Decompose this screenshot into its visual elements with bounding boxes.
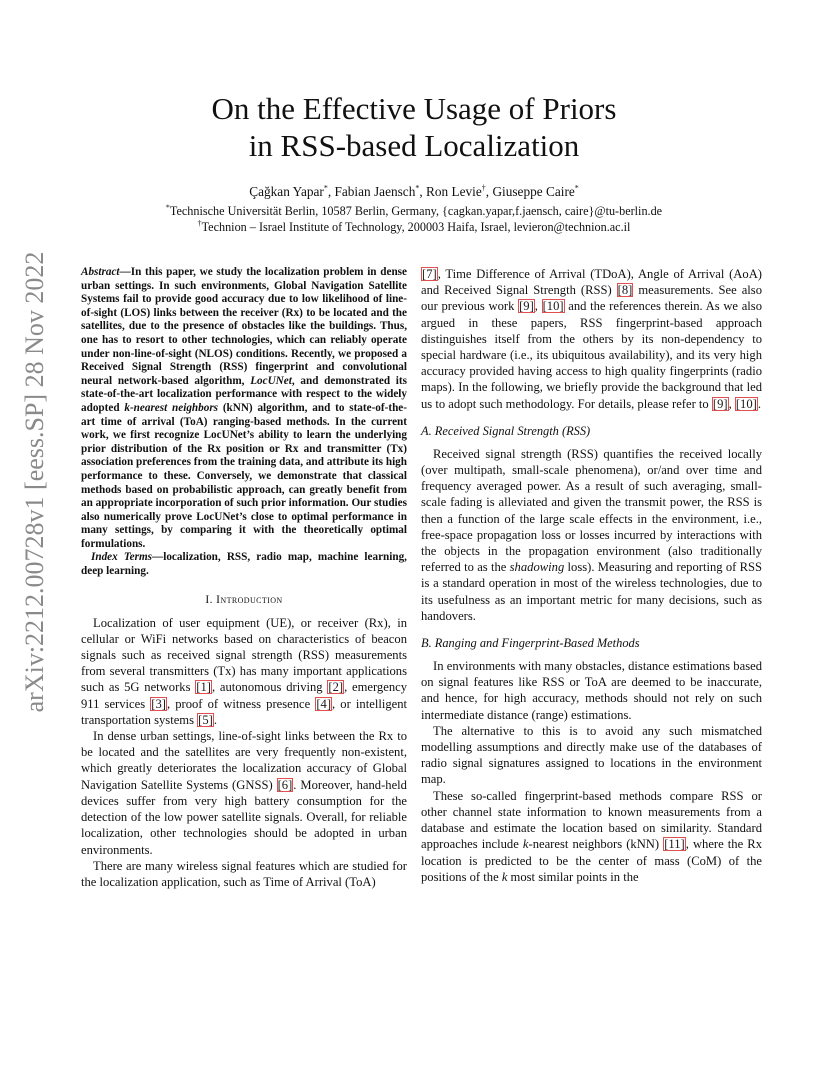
affil-mark: † (481, 183, 486, 193)
text: loss). Measuring and reporting of RSS is a standard operation in most of the wireless technologies, due to its usefulness as an important metric for many decisions, such as handovers. (421, 560, 763, 623)
abstract (81, 266, 407, 551)
text: . (213, 712, 217, 727)
ranging-paragraph-3 (421, 788, 762, 885)
abstract-text-3: (kNN) algorithm, and to state-of-the-art time of arrival (ToA) ranging-based methods. In the current work, we first recognize LocUNet’s ability to learn the underlying prior distribution of the Rx position or Rx and transmitter (Tx) association preferences from the training data, and attribute its high performance to these. Conversely, we demonstrate that classical methods based on probabilistic approach, can greatly benefit from an appropriate incorporation of such prior information. Our studies also numerically prove LocUNet’s close to optimal performance in many settings, by comparing it with the theoretically optimal formulations. (81, 401, 407, 550)
abstract-text-1: —In this paper, we study the localization problem in dense urban settings. In such environments, Global Navigation Satellite Systems fail to provide good accuracy due to low likelihood of line-of-sight (LOS) links between the receiver (Rx) to be located and the satellites, due to the presence of obstacles like the buildings. Thus, one has to resort to other technologies, which can reliably operate under non-line-of-sight (NLOS) conditions. Recently, we proposed a Received Signal Strength (RSS) fingerprint and convolutional neural network-based algorithm, (81, 266, 407, 387)
intro-paragraph-3: There are many wireless signal features which are studied for the localization application, such as Time of Arrival (ToA) (81, 858, 407, 889)
author-3: Ron Levie (426, 184, 482, 199)
citation-link[interactable]: [1] (196, 680, 211, 695)
affiliation-2-text: Technion – Israel Institute of Technology, 200003 Haifa, Israel, levieron@technion.ac.il (201, 220, 631, 234)
index-terms-text: —localization, RSS, radio map, machine learning, deep learning. (81, 551, 407, 578)
author-4: Giuseppe Caire (492, 184, 575, 199)
citation-link[interactable]: [10] (542, 299, 564, 314)
section-heading-introduction: I. Introduction (205, 593, 283, 606)
text: Localization of user equipment (UE), or receiver (Rx), in cellular or WiFi networks based on characteristics of beacon signals such as received signal strength (RSS) measurements from several transmitters (Tx) has many important applications such as 5G networks (81, 615, 407, 695)
text: , proof of witness presence (166, 696, 316, 711)
index-terms (81, 551, 407, 578)
affil-mark: * (415, 183, 420, 193)
paper-title (0, 90, 828, 164)
text: , Time Difference of Arrival (TDoA), Angle of Arrival (AoA) and Received Signal Strength (RSS) (421, 267, 762, 298)
text: . (757, 396, 761, 411)
title-line-1: On the Effective Usage of Priors (211, 91, 617, 126)
right-column (421, 266, 762, 885)
text: , (728, 396, 735, 411)
abstract-text-2: , and demonstrated its state-of-the-art localization performance with respect to the widely adopted (81, 374, 407, 414)
title-line-2: in RSS-based Localization (248, 128, 580, 163)
locunet-name: LocUNet (250, 374, 292, 387)
text: and the references therein. As we also argued in these papers, RSS fingerprint-based approach distinguishes itself from the others by its non-dependency to special hardware (i.e., its ubiquitous availability), and its very high accuracy provided having access to high quality fingerprints (radio maps). In the following, we briefly provide the background that led us to adopt such methodology. For details, please refer to (421, 299, 762, 411)
text: Received signal strength (RSS) quantifies the received locally (over multipath, small-scale phenomena), or/and over time and frequency averaged power. As a result of such averaging, small-scale fading is alleviated and given the transmit power, the RSS is then a function of the large scale effects in the environment, i.e., free-space propagation loss or losses incurred by interactions with the objects in the propagation environment (also traditionally referred to as the (421, 446, 762, 575)
k-symbol: k (522, 837, 529, 852)
text: , or intelligent transportation systems (81, 696, 407, 727)
k-symbol: k (501, 869, 508, 884)
text: most similar points in the (507, 869, 639, 884)
ranging-paragraph-1: In environments with many obstacles, distance estimations based on signal features like RSS or ToA are deemed to be inaccurate, and hence, for high accuracy, methods should not rely on such intermediate distance (range) estimations. (421, 659, 762, 722)
text: In dense urban settings, line-of-sight links between the Rx to be located and the satellites are very frequently non-existent, which greatly deteriorates the localization accuracy of Global Navigation Satellite Systems (GNSS) (81, 729, 407, 792)
affiliation-1-text: Technische Universität Berlin, 10587 Berlin, Germany, {cagkan.yapar,f.jaensch, caire}@tu-berlin.de (169, 204, 663, 218)
text: . Moreover, hand-held devices suffer from very high battery consumption for the detection of the low power satellite signals. Overall, for reliable localization, other technologies should be adopted in urban environments. (81, 777, 407, 857)
text: , autonomous driving (211, 680, 328, 695)
affiliation-1 (0, 204, 828, 219)
ranging-paragraph-2: The alternative to this is to avoid any such mismatched modelling assumptions and directly make use of the databases of radio signal signatures assigned to locations in the environment map. (421, 723, 762, 787)
citation-link[interactable]: [4] (316, 696, 332, 711)
author-sep: , (485, 184, 493, 199)
text: , where the Rx location is predicted to be the center of mass (CoM) of the positions of the (421, 837, 762, 884)
citation-link[interactable]: [6] (277, 777, 293, 792)
citation-link[interactable]: [2] (328, 680, 344, 695)
author-sep: , (327, 184, 335, 199)
citation-link[interactable]: [9] (712, 396, 728, 411)
text: , emergency 911 services (81, 680, 407, 711)
affil-mark: * (574, 183, 579, 193)
text: These so-called fingerprint-based methods compare RSS or other channel state information to known measurements from a database and estimate the location based on similarity. Standard approaches include (421, 788, 762, 852)
citation-link[interactable]: [8] (617, 283, 633, 298)
rss-paragraph (421, 446, 762, 624)
text: measurements. See also our previous work (421, 283, 762, 314)
author-list (0, 184, 828, 200)
citation-link[interactable]: [3] (151, 696, 166, 711)
abstract-label: Abstract (81, 266, 120, 278)
left-column (81, 266, 407, 890)
affiliation-2 (0, 220, 828, 235)
citation-link[interactable]: [9] (519, 299, 534, 314)
knn-term: k-nearest neighbors (124, 401, 219, 414)
affil-mark: * (323, 183, 328, 193)
text: , (534, 299, 542, 314)
affil-mark: † (197, 218, 202, 228)
affil-mark: * (165, 202, 170, 212)
citation-link[interactable]: [11] (664, 837, 685, 852)
shadowing-term: shadowing (509, 560, 565, 575)
index-terms-label: Index Terms (91, 551, 153, 564)
subsection-heading-ranging: B. Ranging and Fingerprint-Based Methods (421, 636, 640, 651)
author-sep: , (419, 184, 427, 199)
intro-paragraph-1 (81, 615, 407, 728)
citation-link[interactable]: [10] (735, 396, 757, 411)
intro-paragraph-2 (81, 728, 407, 858)
subsection-heading-rss: A. Received Signal Strength (RSS) (421, 423, 591, 438)
text: -nearest neighbors (kNN) (528, 837, 664, 852)
arxiv-id: arXiv:2212.00728v1 [eess.SP] 28 Nov 2022 (20, 251, 49, 713)
citation-link[interactable]: [5] (198, 712, 213, 727)
citation-link[interactable]: [7] (422, 267, 437, 281)
arxiv-sidebar-stamp (18, 251, 52, 713)
author-1: Çağkan Yapar (249, 184, 324, 199)
author-2: Fabian Jaensch (334, 184, 416, 199)
right-paragraph-1 (421, 266, 762, 412)
